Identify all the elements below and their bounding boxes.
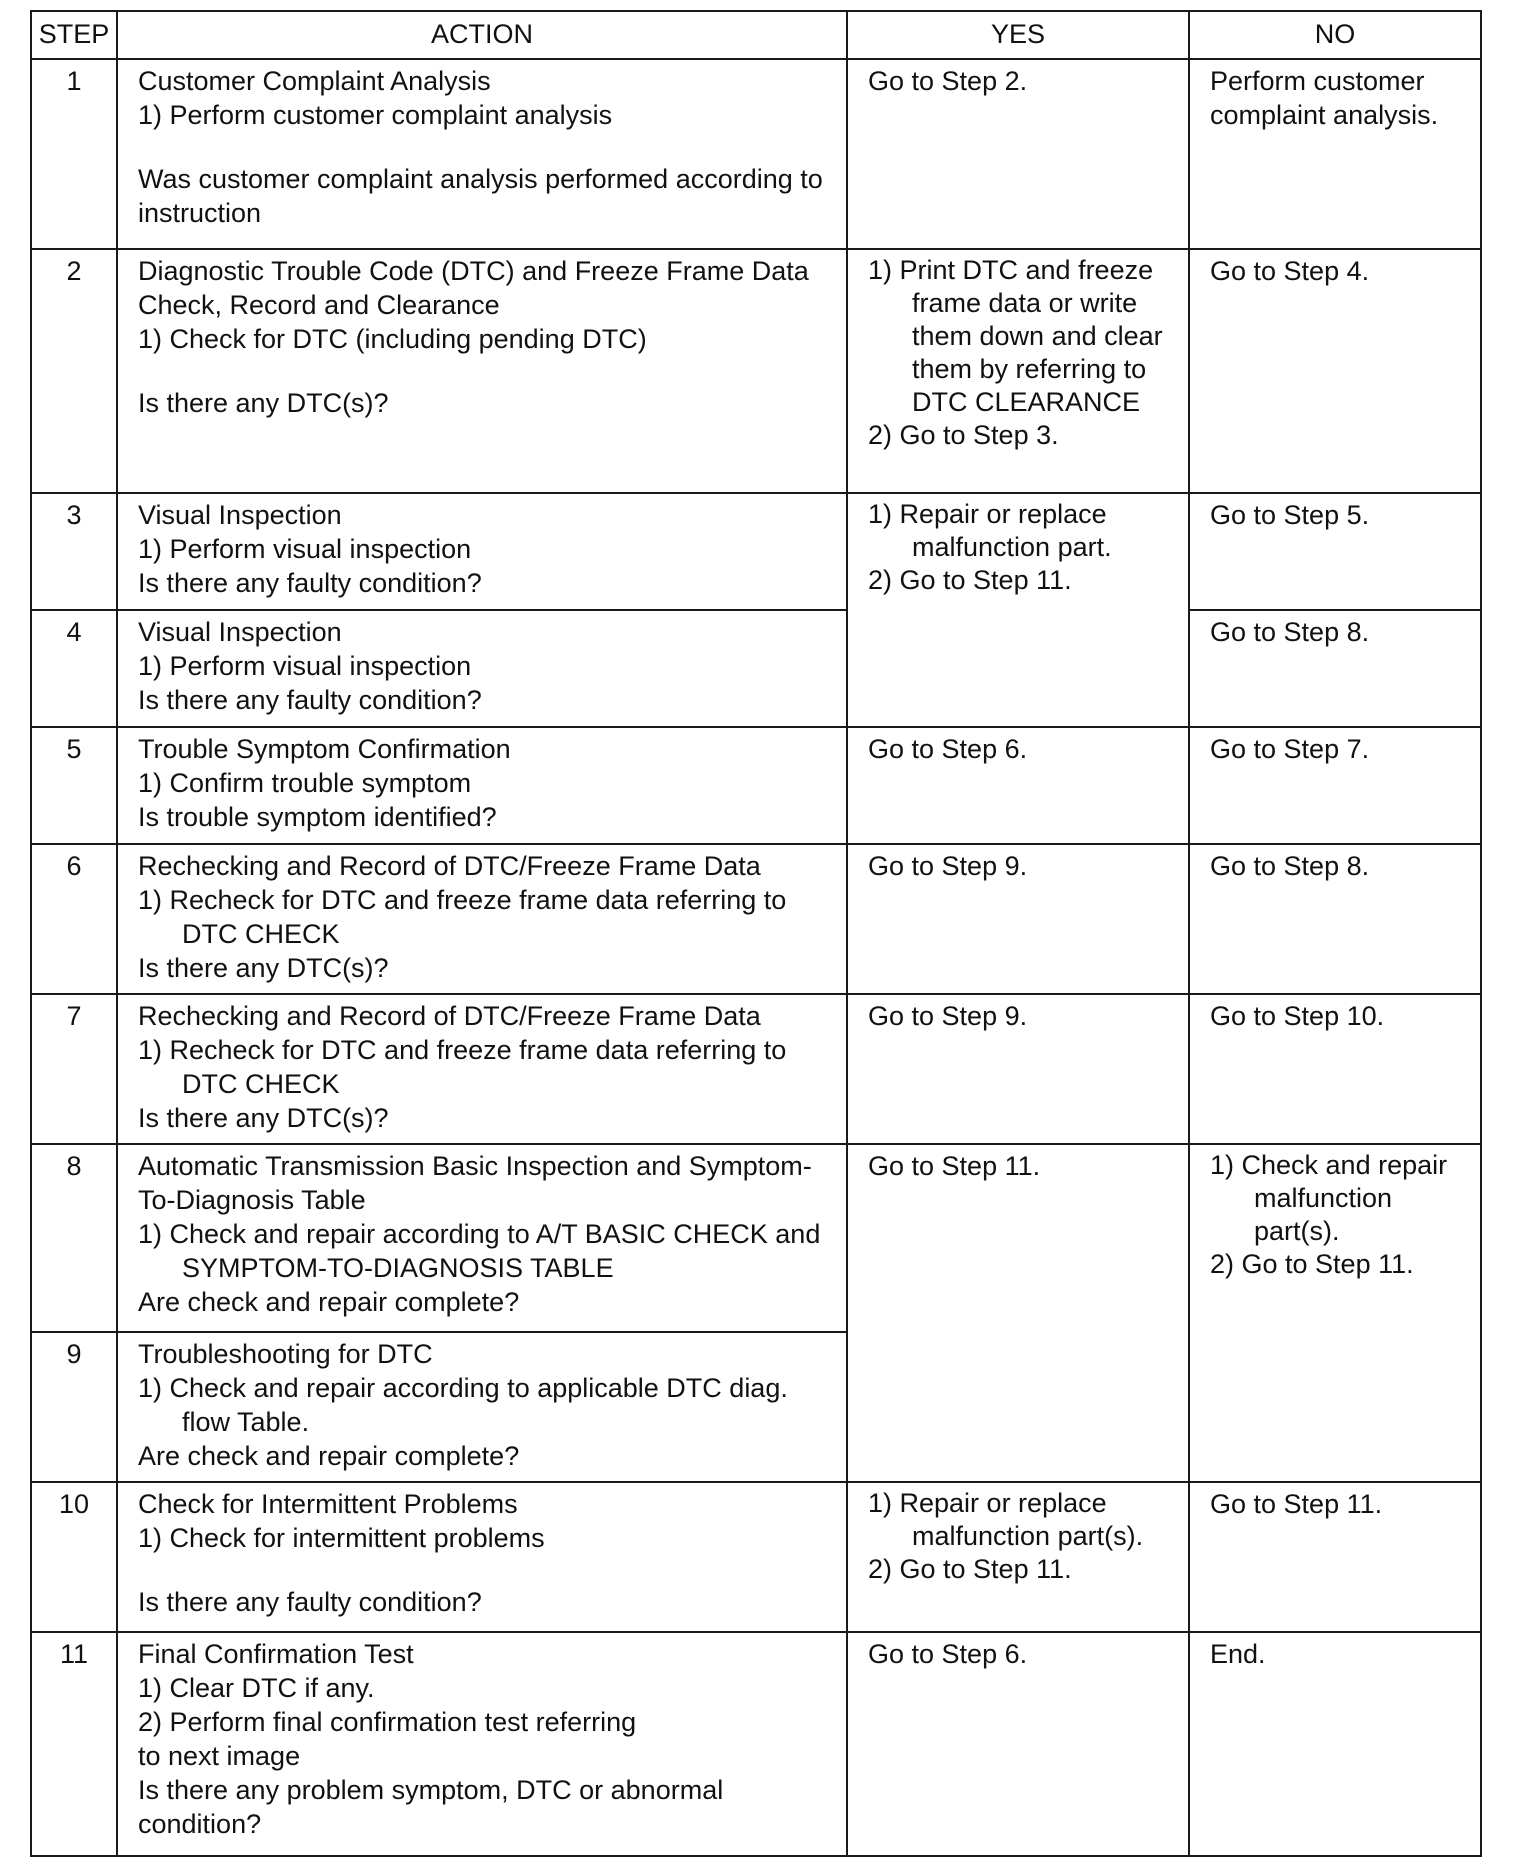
action-question: Is there any DTC(s)? bbox=[138, 953, 389, 983]
action-item: 1) Recheck for DTC and freeze frame data referring to DTC CHECK bbox=[138, 885, 787, 949]
step-number: 7 bbox=[31, 994, 117, 1144]
action-item: 1) Confirm trouble symptom bbox=[138, 768, 472, 798]
action-title: Trouble Symptom Confirmation bbox=[138, 734, 511, 764]
action-cell bbox=[117, 1632, 847, 1856]
table-row bbox=[31, 844, 1481, 994]
action-question: Is there any faulty condition? bbox=[138, 685, 482, 715]
action-item: 1) Check for DTC (including pending DTC) bbox=[138, 324, 647, 354]
no-cell bbox=[1189, 1144, 1481, 1482]
action-item: 1) Check for intermittent problems bbox=[138, 1523, 545, 1553]
no-cell bbox=[1189, 249, 1481, 493]
no-step-2: 2) Go to Step 11. bbox=[1210, 1249, 1414, 1279]
action-cell bbox=[117, 249, 847, 493]
step-number: 4 bbox=[31, 610, 117, 727]
header-action: ACTION bbox=[117, 11, 847, 59]
yes-step-1: 1) Print DTC and freeze frame data or write them down and clear them by referring to DTC CLEARANCE bbox=[868, 255, 1163, 417]
step-number: 9 bbox=[31, 1332, 117, 1482]
table-row bbox=[31, 249, 1481, 493]
step-number: 6 bbox=[31, 844, 117, 994]
action-item: 1) Clear DTC if any. bbox=[138, 1673, 375, 1703]
yes-text: Go to Step 2. bbox=[868, 66, 1028, 96]
action-cell bbox=[117, 1144, 847, 1332]
action-cell bbox=[117, 1332, 847, 1482]
action-cell bbox=[117, 727, 847, 844]
step-number: 1 bbox=[31, 59, 117, 249]
no-cell bbox=[1189, 59, 1481, 249]
no-cell bbox=[1189, 493, 1481, 610]
action-item: 1) Recheck for DTC and freeze frame data referring to DTC CHECK bbox=[138, 1035, 787, 1099]
action-question: Is trouble symptom identified? bbox=[138, 802, 497, 832]
action-question: Are check and repair complete? bbox=[138, 1287, 520, 1317]
yes-cell bbox=[847, 493, 1189, 727]
yes-cell bbox=[847, 727, 1189, 844]
no-cell bbox=[1189, 610, 1481, 727]
header-yes: YES bbox=[847, 11, 1189, 59]
action-question: Is there any DTC(s)? bbox=[138, 388, 389, 418]
table-row bbox=[31, 1632, 1481, 1856]
action-title: Diagnostic Trouble Code (DTC) and Freeze Frame Data Check, Record and Clearance bbox=[138, 256, 809, 320]
table-row bbox=[31, 610, 1481, 727]
action-cell bbox=[117, 610, 847, 727]
action-cell bbox=[117, 844, 847, 994]
action-item: 1) Perform visual inspection bbox=[138, 534, 472, 564]
action-question: Is there any DTC(s)? bbox=[138, 1103, 389, 1133]
action-cell bbox=[117, 1482, 847, 1632]
action-title: Rechecking and Record of DTC/Freeze Frame Data bbox=[138, 851, 761, 881]
action-cell bbox=[117, 493, 847, 610]
action-title: Rechecking and Record of DTC/Freeze Frame Data bbox=[138, 1001, 761, 1031]
no-text: Perform customer complaint analysis. bbox=[1210, 66, 1439, 130]
no-text: Go to Step 5. bbox=[1210, 500, 1370, 530]
yes-cell bbox=[847, 844, 1189, 994]
yes-cell bbox=[847, 994, 1189, 1144]
no-cell bbox=[1189, 1482, 1481, 1632]
yes-text: Go to Step 9. bbox=[868, 1001, 1028, 1031]
action-title: Automatic Transmission Basic Inspection and Symptom-To-Diagnosis Table bbox=[138, 1151, 812, 1215]
action-item-continued: to next image bbox=[138, 1741, 301, 1771]
action-question: Was customer complaint analysis performed according to instruction bbox=[138, 164, 823, 228]
action-title: Visual Inspection bbox=[138, 617, 342, 647]
step-number: 8 bbox=[31, 1144, 117, 1332]
no-text: Go to Step 7. bbox=[1210, 734, 1370, 764]
action-item: 1) Perform customer complaint analysis bbox=[138, 100, 613, 130]
table-row bbox=[31, 1144, 1481, 1332]
action-item: 2) Perform final confirmation test referring bbox=[138, 1707, 637, 1737]
no-cell bbox=[1189, 727, 1481, 844]
action-title: Customer Complaint Analysis bbox=[138, 66, 491, 96]
yes-step-1: 1) Repair or replace malfunction part(s). bbox=[868, 1488, 1144, 1551]
action-item: 1) Perform visual inspection bbox=[138, 651, 472, 681]
step-number: 10 bbox=[31, 1482, 117, 1632]
action-question: Is there any problem symptom, DTC or abnormal condition? bbox=[138, 1775, 724, 1839]
no-step-1: 1) Check and repair malfunction part(s). bbox=[1210, 1150, 1448, 1246]
yes-text: Go to Step 6. bbox=[868, 1639, 1028, 1669]
no-text: End. bbox=[1210, 1639, 1266, 1669]
step-number: 2 bbox=[31, 249, 117, 493]
yes-cell bbox=[847, 1632, 1189, 1856]
no-text: Go to Step 8. bbox=[1210, 851, 1370, 881]
yes-cell bbox=[847, 59, 1189, 249]
action-cell bbox=[117, 59, 847, 249]
yes-cell bbox=[847, 1482, 1189, 1632]
no-cell bbox=[1189, 994, 1481, 1144]
action-item: 1) Check and repair according to A/T BASIC CHECK and SYMPTOM-TO-DIAGNOSIS TABLE bbox=[138, 1219, 821, 1283]
table-row bbox=[31, 1482, 1481, 1632]
action-question: Is there any faulty condition? bbox=[138, 568, 482, 598]
action-item: 1) Check and repair according to applicable DTC diag. flow Table. bbox=[138, 1373, 788, 1437]
action-question: Is there any faulty condition? bbox=[138, 1587, 482, 1617]
header-no: NO bbox=[1189, 11, 1481, 59]
action-title: Troubleshooting for DTC bbox=[138, 1339, 433, 1369]
step-number: 3 bbox=[31, 493, 117, 610]
table-row bbox=[31, 994, 1481, 1144]
yes-step-2: 2) Go to Step 11. bbox=[868, 1554, 1072, 1584]
yes-text: Go to Step 9. bbox=[868, 851, 1028, 881]
table-row bbox=[31, 493, 1481, 610]
yes-step-1: 1) Repair or replace malfunction part. bbox=[868, 499, 1112, 562]
action-title: Visual Inspection bbox=[138, 500, 342, 530]
yes-step-2: 2) Go to Step 11. bbox=[868, 565, 1072, 595]
diagnostic-flow-table bbox=[30, 10, 1482, 1857]
action-title: Check for Intermittent Problems bbox=[138, 1489, 518, 1519]
no-cell bbox=[1189, 1632, 1481, 1856]
step-number: 11 bbox=[31, 1632, 117, 1856]
yes-text: Go to Step 6. bbox=[868, 734, 1028, 764]
no-text: Go to Step 10. bbox=[1210, 1001, 1385, 1031]
yes-cell bbox=[847, 249, 1189, 493]
action-cell bbox=[117, 994, 847, 1144]
yes-text: Go to Step 11. bbox=[868, 1151, 1041, 1181]
no-text: Go to Step 11. bbox=[1210, 1489, 1383, 1519]
table-row bbox=[31, 727, 1481, 844]
header-row bbox=[31, 11, 1481, 59]
no-text: Go to Step 8. bbox=[1210, 617, 1370, 647]
header-step: STEP bbox=[31, 11, 117, 59]
yes-cell bbox=[847, 1144, 1189, 1482]
action-question: Are check and repair complete? bbox=[138, 1441, 520, 1471]
table-row bbox=[31, 59, 1481, 249]
no-cell bbox=[1189, 844, 1481, 994]
step-number: 5 bbox=[31, 727, 117, 844]
action-title: Final Confirmation Test bbox=[138, 1639, 414, 1669]
no-text: Go to Step 4. bbox=[1210, 256, 1370, 286]
yes-step-2: 2) Go to Step 3. bbox=[868, 420, 1059, 450]
